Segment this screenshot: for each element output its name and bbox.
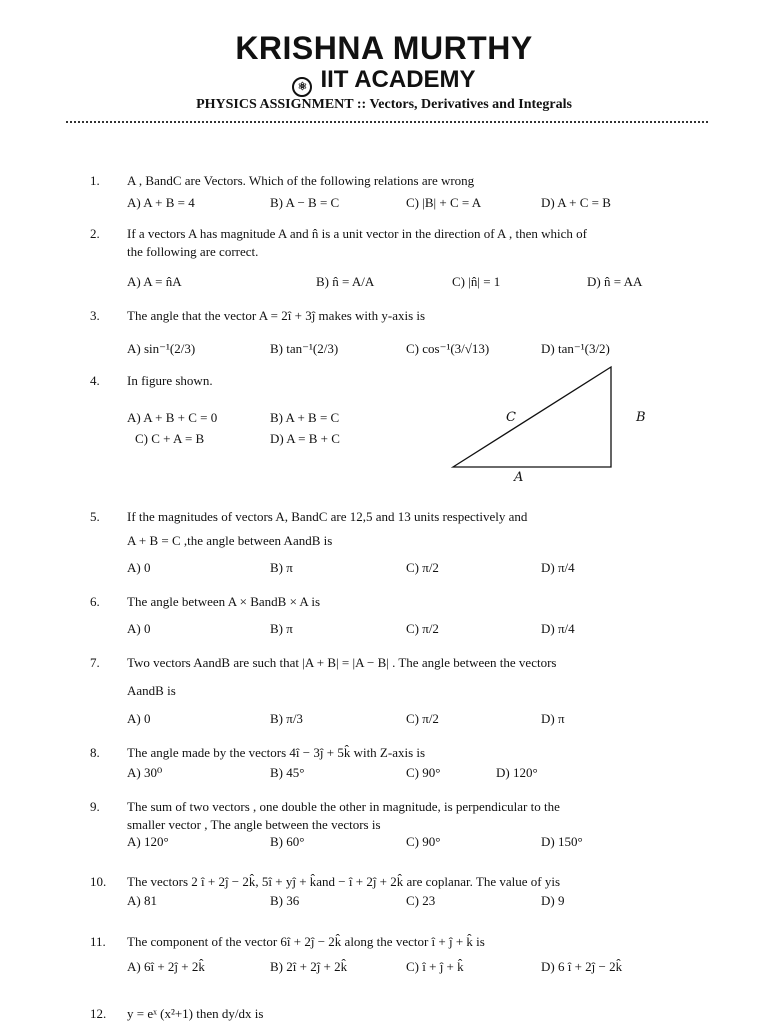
option-c: C) C + A = B — [135, 431, 205, 446]
option-a: A) 120° — [127, 834, 169, 849]
option-b: B) π — [270, 621, 293, 636]
question-text: The component of the vector 6î + 2ĵ − 2k̂ along the vector î + ĵ + k̂ is — [127, 934, 485, 949]
question-text-line2: smaller vector , The angle between the vectors is — [127, 817, 381, 832]
dotted-divider — [66, 121, 708, 123]
option-a: A) 0 — [127, 711, 151, 726]
option-d: D) π — [541, 711, 565, 726]
option-b: B) π/3 — [270, 711, 303, 726]
question-text-line2: A + B = C ,the angle between AandB is — [127, 533, 333, 548]
question-text: The angle between A × BandB × A is — [127, 594, 321, 609]
brand-subtitle — [0, 66, 768, 97]
option-d: D) A + C = B — [541, 195, 611, 210]
brand-subtitle-text: IIT ACADEMY — [320, 66, 476, 93]
option-d: D) 120° — [496, 765, 538, 780]
question-number: 5. — [90, 509, 100, 524]
question-number: 10. — [90, 874, 107, 889]
question-number: 2. — [90, 226, 100, 241]
option-b: B) 60° — [270, 834, 305, 849]
question-number: 11. — [90, 934, 106, 949]
question-text: y = eˣ (x²+1) then dy/dx is — [127, 1006, 264, 1021]
question-text: In figure shown. — [127, 373, 213, 388]
question-number: 7. — [90, 655, 100, 670]
option-b: B) tan⁻¹(2/3) — [270, 341, 339, 356]
option-a: A) 6î + 2ĵ + 2k̂ — [127, 959, 205, 974]
option-c: C) cos⁻¹(3/√13) — [406, 341, 490, 356]
triangle-shape — [453, 367, 611, 467]
vector-triangle-figure — [448, 362, 658, 487]
option-c: C) 90° — [406, 834, 441, 849]
option-c: C) π/2 — [406, 560, 439, 575]
option-d: D) n̂ = AA — [587, 274, 643, 289]
option-c: C) 90° — [406, 765, 441, 780]
option-d: D) π/4 — [541, 560, 575, 575]
option-c: C) π/2 — [406, 621, 439, 636]
option-c: C) î + ĵ + k̂ — [406, 959, 464, 974]
option-a: A) 0 — [127, 560, 151, 575]
question-text-line2: the following are correct. — [127, 244, 259, 259]
question-number: 6. — [90, 594, 100, 609]
option-c: C) |n̂| = 1 — [452, 274, 501, 289]
option-d: D) π/4 — [541, 621, 575, 636]
question-text: If a vectors A has magnitude A and n̂ is a unit vector in the direction of A , then which of — [127, 226, 587, 241]
option-c: C) π/2 — [406, 711, 439, 726]
question-number: 4. — [90, 373, 100, 388]
option-a: A) 0 — [127, 621, 151, 636]
question-number: 1. — [90, 173, 100, 188]
question-text: The angle made by the vectors 4î − 3ĵ + 5k̂ with Z-axis is — [127, 745, 426, 760]
figure-label-a: A — [514, 470, 524, 485]
option-d: D) A = B + C — [270, 431, 340, 446]
option-a: A) A + B + C = 0 — [127, 410, 218, 425]
question-text-line2: AandB is — [127, 683, 176, 698]
option-a: A) 81 — [127, 893, 157, 908]
option-c: C) |B| + C = A — [406, 195, 482, 210]
option-b: B) 36 — [270, 893, 300, 908]
option-d: D) tan⁻¹(3/2) — [541, 341, 610, 356]
figure-label-b: B — [636, 410, 646, 425]
option-b: B) 2î + 2ĵ + 2k̂ — [270, 959, 348, 974]
question-text: A , BandC are Vectors. Which of the following relations are wrong — [127, 173, 475, 188]
option-a: A) A + B = 4 — [127, 195, 195, 210]
question-text: If the magnitudes of vectors A, BandC are 12,5 and 13 units respectively and — [127, 509, 528, 524]
option-a: A) 30⁰ — [127, 765, 163, 780]
option-b: B) n̂ = A/A — [316, 274, 375, 289]
option-d: D) 9 — [541, 893, 565, 908]
brand-name: KRISHNA MURTHY — [235, 30, 533, 66]
question-text: The vectors 2 î + 2ĵ − 2k̂, 5î + yĵ + k̂and − î + 2ĵ + 2k̂ are coplanar. The value of yis — [127, 874, 561, 889]
question-text: The angle that the vector A = 2î + 3ĵ makes with y-axis is — [127, 308, 426, 323]
option-c: C) 23 — [406, 893, 436, 908]
assignment-title: PHYSICS ASSIGNMENT :: Vectors, Derivatives and Integrals — [196, 97, 572, 112]
question-text: The sum of two vectors , one double the other in magnitude, is perpendicular to the — [127, 799, 560, 814]
figure-label-c: C — [506, 410, 516, 425]
option-b: B) A − B = C — [270, 195, 340, 210]
option-a: A) sin⁻¹(2/3) — [127, 341, 196, 356]
question-text: Two vectors AandB are such that |A + B| = |A − B| . The angle between the vectors — [127, 655, 557, 670]
option-b: B) π — [270, 560, 293, 575]
option-a: A) A = n̂A — [127, 274, 182, 289]
question-number: 8. — [90, 745, 100, 760]
question-number: 12. — [90, 1006, 107, 1021]
option-b: B) 45° — [270, 765, 305, 780]
option-d: D) 150° — [541, 834, 583, 849]
option-b: B) A + B = C — [270, 410, 340, 425]
question-number: 9. — [90, 799, 100, 814]
academy-logo-icon: ⚛ — [292, 77, 312, 97]
question-number: 3. — [90, 308, 100, 323]
option-d: D) 6 î + 2ĵ − 2k̂ — [541, 959, 623, 974]
